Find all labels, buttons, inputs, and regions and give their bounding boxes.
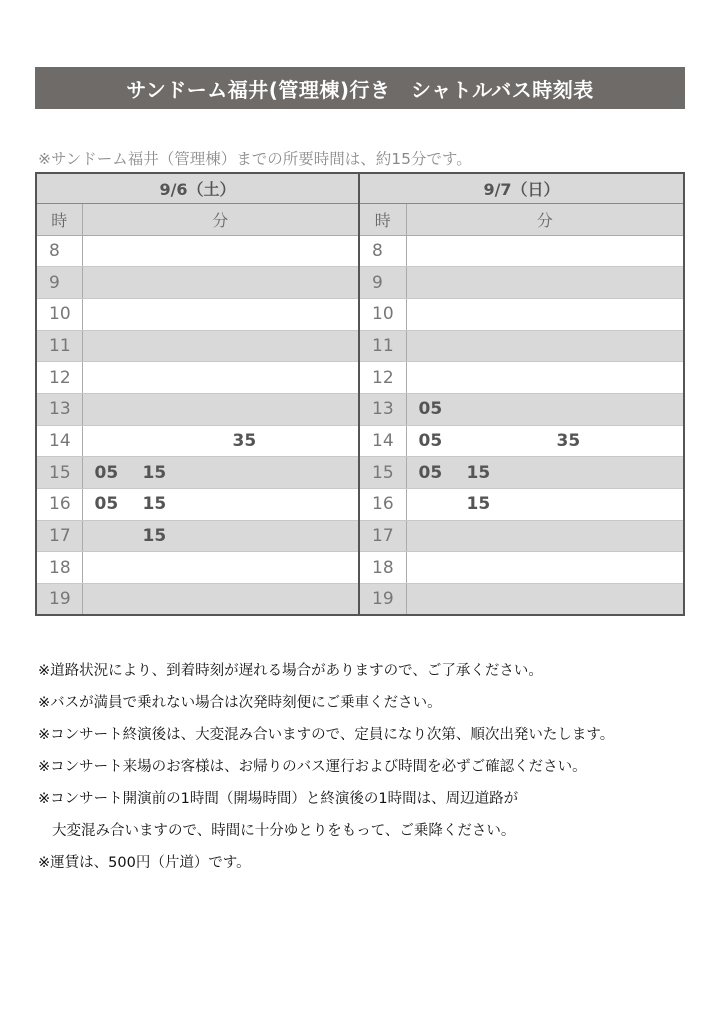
column-header-row (36, 203, 359, 235)
departure-minute: 15 (466, 462, 491, 483)
hour-cell: 12 (360, 362, 406, 394)
hour-cell: 14 (360, 425, 406, 457)
note-item: 大変混み合いますので、時間に十分ゆとりをもって、ご乗降ください。 (52, 823, 516, 839)
timetable-row (36, 235, 359, 267)
departure-minute: 35 (556, 430, 581, 451)
hour-cell: 19 (36, 584, 82, 616)
minutes-cell (82, 457, 359, 489)
hour-cell: 16 (360, 489, 406, 521)
column-header-row (360, 203, 684, 235)
timetable-row (36, 489, 359, 521)
minutes-cell (82, 235, 359, 267)
hour-cell: 18 (360, 552, 406, 584)
hour-cell: 14 (36, 425, 82, 457)
departure-minute: 05 (418, 399, 443, 420)
departure-minute: 15 (466, 494, 491, 515)
travel-time-note: ※サンドーム福井（管理棟）までの所要時間は、約15分です。 (38, 150, 472, 168)
timetable-row (360, 362, 684, 394)
minutes-cell (82, 552, 359, 584)
hour-cell: 10 (360, 298, 406, 330)
timetable-row (36, 330, 359, 362)
timetable-row (360, 235, 684, 267)
note-item: ※道路状況により、到着時刻が遅れる場合がありますので、ご了承ください。 (38, 663, 543, 679)
departure-minute: 05 (94, 494, 119, 515)
minutes-cell (406, 393, 684, 425)
minutes-cell (406, 362, 684, 394)
hour-cell: 18 (36, 552, 82, 584)
hour-cell: 15 (360, 457, 406, 489)
timetable-row (360, 298, 684, 330)
minutes-cell (406, 425, 684, 457)
departure-minute: 35 (232, 430, 257, 451)
timetable-row (36, 520, 359, 552)
day-header-row (360, 173, 684, 203)
timetable-row (360, 520, 684, 552)
departure-minute: 05 (418, 430, 443, 451)
hour-cell: 13 (360, 393, 406, 425)
hour-cell: 9 (36, 267, 82, 299)
minutes-cell (406, 330, 684, 362)
timetable-row (36, 362, 359, 394)
timetable-row (360, 330, 684, 362)
minutes-cell (82, 298, 359, 330)
minutes-cell (82, 520, 359, 552)
departure-minute: 05 (418, 462, 443, 483)
timetable-row (360, 552, 684, 584)
timetable-day-sat (35, 172, 360, 616)
note-item: ※コンサート開演前の1時間（開場時間）と終演後の1時間は、周辺道路が (38, 791, 519, 807)
hour-cell: 17 (36, 520, 82, 552)
timetable-row (360, 425, 684, 457)
hour-cell: 8 (36, 235, 82, 267)
hour-cell: 19 (360, 584, 406, 616)
timetable-row (360, 393, 684, 425)
minutes-cell (406, 457, 684, 489)
minutes-cell (82, 362, 359, 394)
minutes-cell (82, 393, 359, 425)
hour-cell: 11 (360, 330, 406, 362)
minutes-cell (406, 298, 684, 330)
departure-minute: 15 (142, 494, 167, 515)
timetable-row (36, 298, 359, 330)
hour-cell: 8 (360, 235, 406, 267)
timetable-row (36, 552, 359, 584)
hour-cell: 17 (360, 520, 406, 552)
page-title: サンドーム福井(管理棟)行き シャトルバス時刻表 (35, 67, 685, 109)
minutes-cell (82, 330, 359, 362)
note-item: ※バスが満員で乗れない場合は次発時刻便にご乗車ください。 (38, 695, 442, 711)
minutes-cell (82, 584, 359, 616)
minutes-cell (82, 425, 359, 457)
minutes-cell (406, 520, 684, 552)
note-item: ※コンサート終演後は、大変混み合いますので、定員になり次第、順次出発いたします。 (38, 727, 615, 743)
notes-section (38, 655, 614, 879)
minutes-cell (406, 489, 684, 521)
minutes-cell (406, 267, 684, 299)
day-header-row (36, 173, 359, 203)
timetable-row (360, 457, 684, 489)
timetable-row (360, 489, 684, 521)
minutes-cell (406, 584, 684, 616)
hour-cell: 9 (360, 267, 406, 299)
timetable-row (360, 267, 684, 299)
timetable-row (36, 425, 359, 457)
hour-cell: 11 (36, 330, 82, 362)
shuttle-timetable (35, 172, 685, 616)
note-item: ※運賃は、500円（片道）です。 (38, 855, 251, 871)
minutes-cell (406, 235, 684, 267)
timetable-row (36, 457, 359, 489)
timetable-row (360, 584, 684, 616)
timetable-row (36, 267, 359, 299)
minute-column-header: 分 (82, 203, 359, 235)
hour-column-header: 時 (36, 203, 82, 235)
departure-minute: 15 (142, 526, 167, 547)
hour-cell: 16 (36, 489, 82, 521)
timetable-row (36, 584, 359, 616)
note-item: ※コンサート来場のお客様は、お帰りのバス運行および時間を必ずご確認ください。 (38, 759, 587, 775)
timetable-row (36, 393, 359, 425)
day-label: 9/7（日） (360, 173, 684, 203)
day-label: 9/6（土） (36, 173, 359, 203)
hour-cell: 15 (36, 457, 82, 489)
hour-cell: 10 (36, 298, 82, 330)
hour-column-header: 時 (360, 203, 406, 235)
minutes-cell (406, 552, 684, 584)
hour-cell: 13 (36, 393, 82, 425)
minute-column-header: 分 (406, 203, 684, 235)
minutes-cell (82, 489, 359, 521)
departure-minute: 05 (94, 462, 119, 483)
departure-minute: 15 (142, 462, 167, 483)
hour-cell: 12 (36, 362, 82, 394)
minutes-cell (82, 267, 359, 299)
timetable-day-sun (360, 172, 685, 616)
